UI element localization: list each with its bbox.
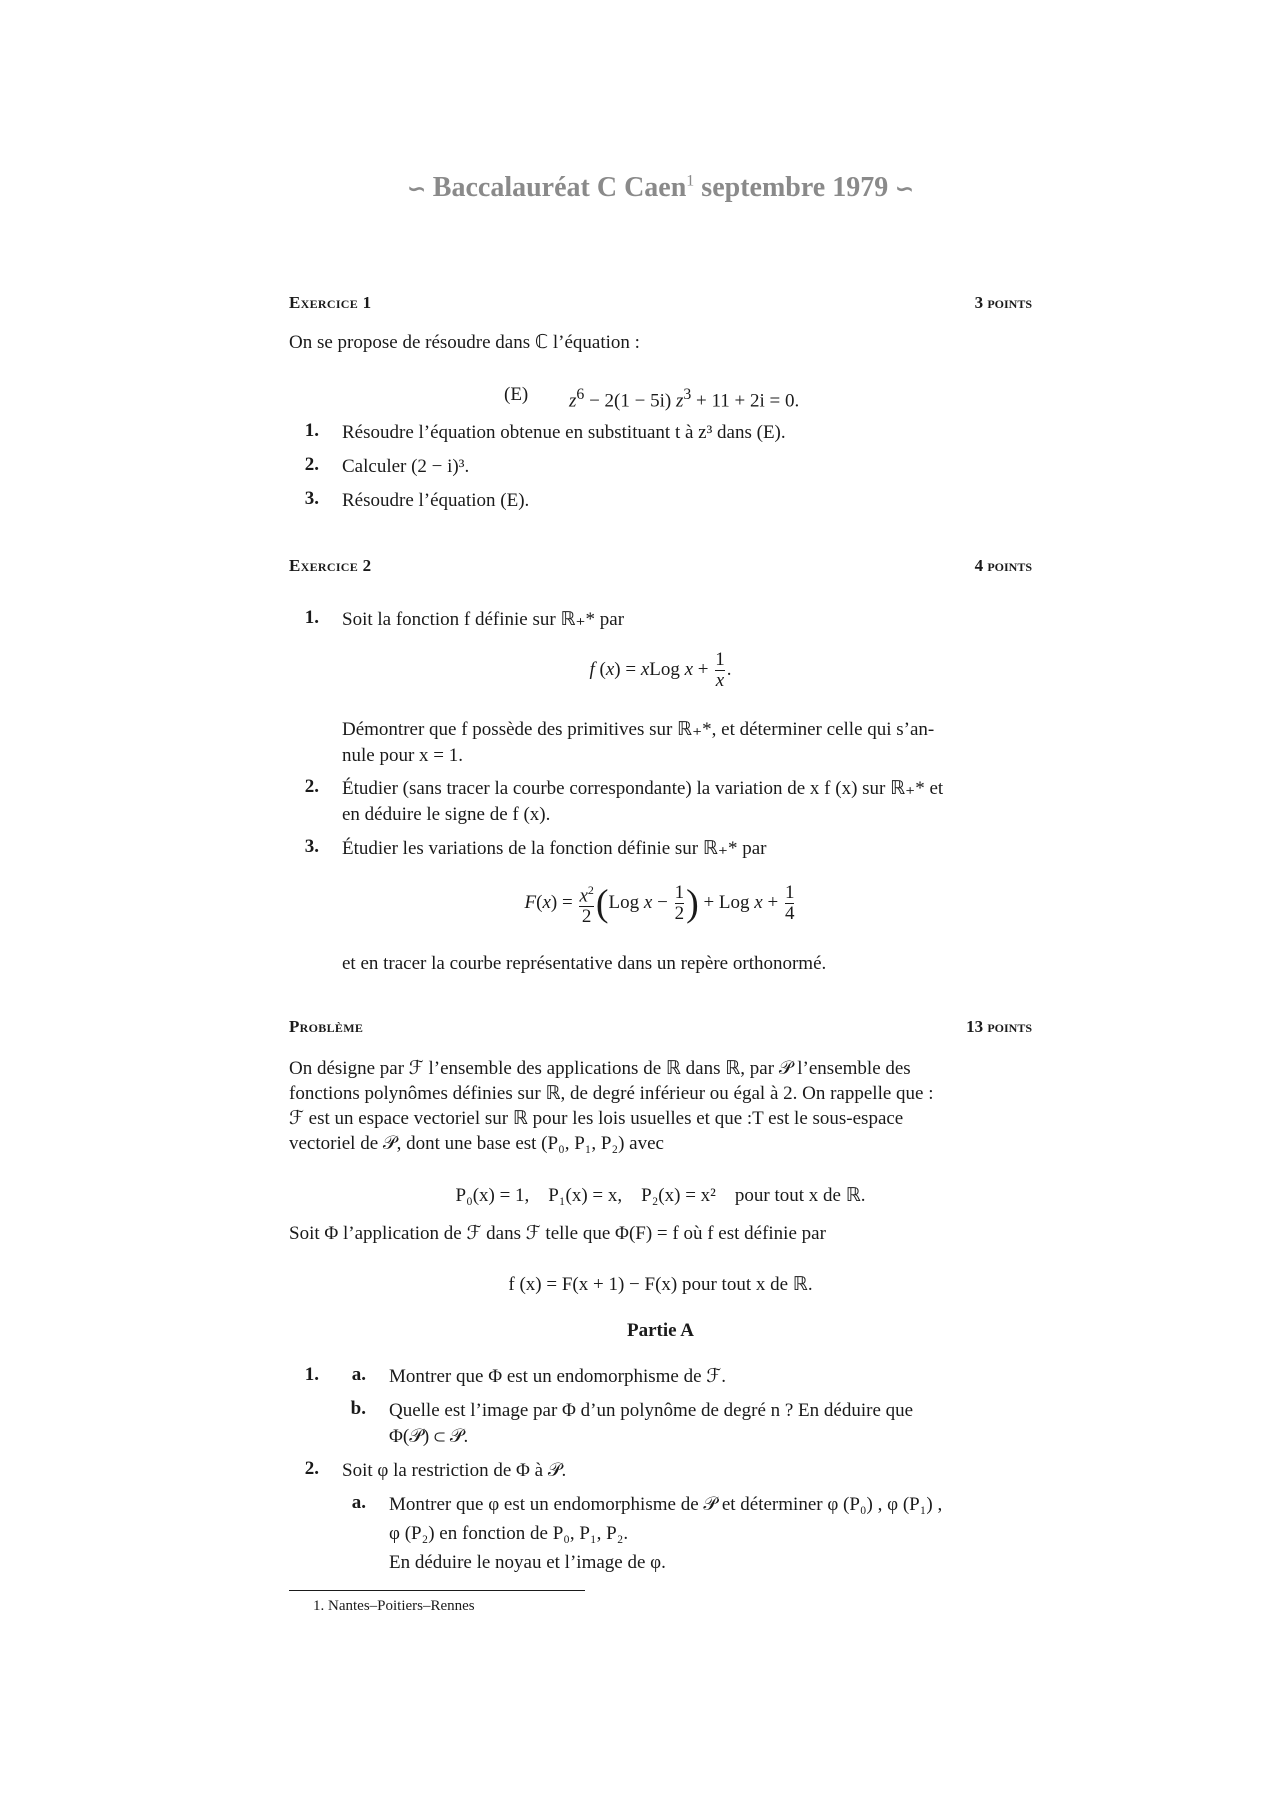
- problem-f-definition: f (x) = F(x + 1) − F(x) pour tout x de ℝ.: [508, 1274, 813, 1295]
- ex1-item-2-text: Calculer (2 − i)³.: [342, 456, 470, 477]
- equation-label: (E): [504, 384, 529, 405]
- problem-intro-line-3: ℱ est un espace vectoriel sur ℝ pour les lois usuelles et que :T est le sous-espace: [289, 1108, 904, 1129]
- ex1-item-3-num: 3.: [304, 488, 319, 509]
- page-title: [289, 172, 1032, 204]
- ornament-right-icon: ∽: [895, 176, 914, 201]
- part-a-item-1-num: 1.: [304, 1364, 319, 1385]
- ex2-item-1-num: 1.: [304, 607, 319, 628]
- problem-phi-definition: Soit Φ l’application de ℱ dans ℱ telle que Φ(F) = f où f est définie par: [289, 1223, 826, 1244]
- footnote: 1. Nantes–Poitiers–Rennes: [313, 1598, 475, 1614]
- title-date: septembre 1979: [701, 172, 889, 203]
- problem-basis-equation: P₀(x) = 1, P₁(x) = x, P₂(x) = x² pour tout x de ℝ.: [455, 1185, 866, 1206]
- ex2-item-2-num: 2.: [304, 776, 319, 797]
- ex1-item-1-text: Résoudre l’équation obtenue en substituant t à z³ dans (E).: [342, 422, 786, 443]
- ex2-item-1-demo-2: nule pour x = 1.: [342, 745, 464, 766]
- part-a-item-2a-text: Montrer que φ est un endomorphisme de 𝒫 et déterminer φ (P₀) , φ (P₁) ,: [389, 1494, 943, 1515]
- problem-intro-line-4: vectoriel de 𝒫, dont une base est (P₀, P₁, P₂) avec: [289, 1133, 664, 1154]
- ex1-item-1-num: 1.: [304, 420, 319, 441]
- exercise-1-heading: Exercice 1 3 points: [289, 293, 1032, 312]
- part-a-item-2a-label: a.: [351, 1492, 366, 1513]
- footnote-rule: [289, 1590, 585, 1591]
- ex2-item-2-text-2: en déduire le signe de f (x).: [342, 804, 551, 825]
- ex2-item-1-demo: Démontrer que f possède des primitives sur ℝ₊*, et déterminer celle qui s’an-: [342, 719, 935, 740]
- exercise-2-heading: Exercice 2 4 points: [289, 556, 1032, 575]
- part-a-heading: Partie A: [626, 1320, 694, 1341]
- ex2-item-3-num: 3.: [304, 836, 319, 857]
- title-main: Baccalauréat C Caen: [432, 172, 687, 203]
- part-a-item-2-text: Soit φ la restriction de Φ à 𝒫.: [342, 1460, 567, 1481]
- part-a-item-2a-text-3: En déduire le noyau et l’image de φ.: [389, 1552, 666, 1573]
- part-a-item-1b-label: b.: [350, 1398, 366, 1419]
- ex2-item-1-text: Soit la fonction f définie sur ℝ₊* par: [342, 609, 625, 630]
- part-a-item-2a-text-2: φ (P₂) en fonction de P₀, P₁, P₂.: [389, 1523, 629, 1544]
- ex2-item-3-text: Étudier les variations de la fonction définie sur ℝ₊* par: [342, 838, 767, 859]
- exercise-1-points: 3 points: [974, 293, 1032, 312]
- part-a-item-2-num: 2.: [304, 1458, 319, 1479]
- exercise-1-intro: On se propose de résoudre dans ℂ l’équation :: [289, 332, 640, 353]
- exercise-2-points: 4 points: [974, 556, 1032, 575]
- problem-points: 13 points: [966, 1017, 1032, 1036]
- ex2-item-3-after: et en tracer la courbe représentative dans un repère orthonormé.: [342, 953, 827, 974]
- title-footnote-mark: 1: [686, 172, 695, 190]
- part-a-item-1a-label: a.: [351, 1364, 366, 1385]
- ex1-item-3-text: Résoudre l’équation (E).: [342, 490, 530, 511]
- part-a-item-1a-text: Montrer que Φ est un endomorphisme de ℱ.: [389, 1366, 726, 1387]
- part-a-item-1b-text-2: Φ(𝒫) ⊂ 𝒫.: [389, 1426, 469, 1447]
- ornament-left-icon: ∽: [407, 176, 426, 201]
- problem-heading: Problème 13 points: [289, 1017, 1032, 1036]
- ex2-F-formula: F(x) = $\frac{x^2}{2}$ (Log x − $\frac{1}{2}$ ) + Log x + $\frac{1}{4}$: [524, 882, 795, 928]
- ex1-item-2-num: 2.: [304, 454, 319, 475]
- equation-body: $z^6 - 2(1 - 5i) z^3 + 11 + 2i = 0$.: [569, 386, 800, 412]
- problem-intro-line-2: fonctions polynômes définies sur ℝ, de degré inférieur ou égal à 2. On rappelle que :: [289, 1083, 934, 1104]
- ex2-f-formula: f (x) = xLog x + $\frac{1}{x}$ .: [589, 649, 732, 691]
- problem-intro-line-1: On désigne par ℱ l’ensemble des applications de ℝ dans ℝ, par 𝒫 l’ensemble des: [289, 1058, 911, 1079]
- part-a-item-1b-text: Quelle est l’image par Φ d’un polynôme de degré n ? En déduire que: [389, 1400, 914, 1421]
- ex2-item-2-text: Étudier (sans tracer la courbe correspondante) la variation de x f (x) sur ℝ₊* et: [342, 778, 944, 799]
